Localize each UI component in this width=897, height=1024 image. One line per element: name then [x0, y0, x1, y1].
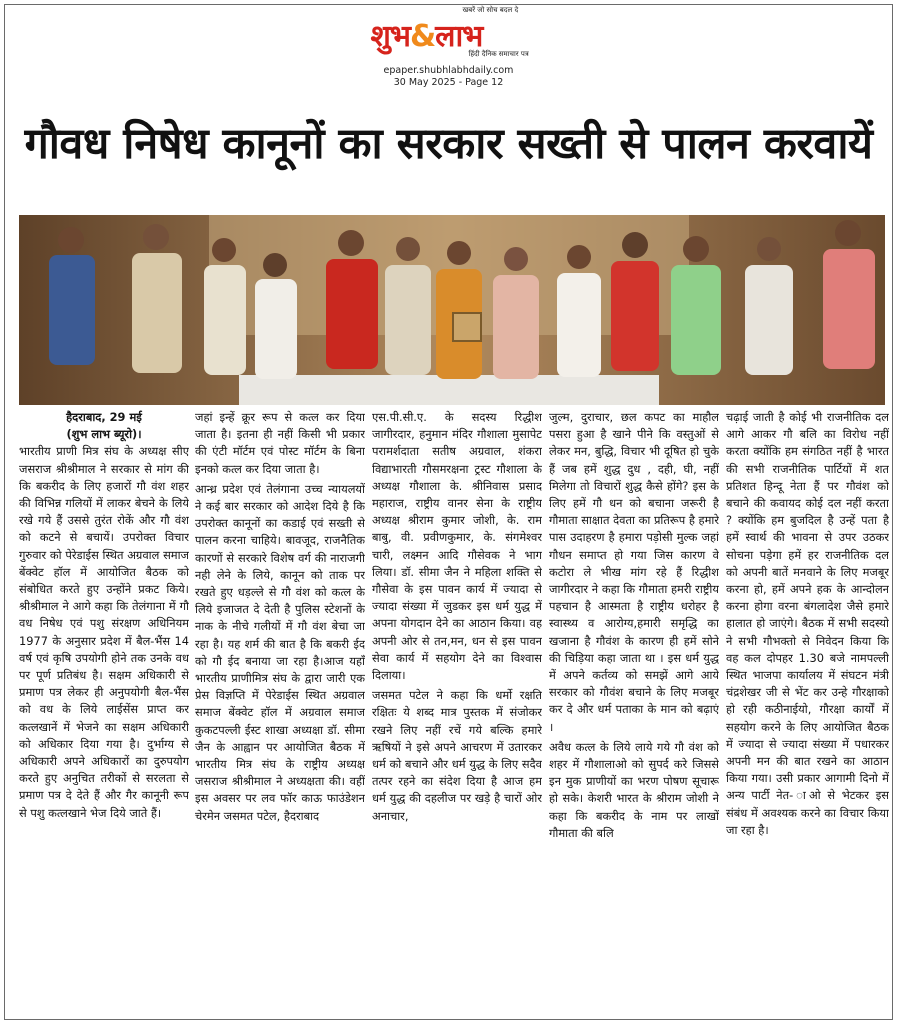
article-paragraph: जसमत पटेल ने कहा कि धर्मो रक्षति रक्षितः ये शब्द मात्र पुस्तक में संजोकर रखने लिए नहीं रचें गये बल्कि हमारे ऋषियों ने इसे अपने आचरण में उतारकर धर्म को बचाने और धर्म युद्ध के लिए सदैव तत्पर रहने का संदेश दिया है आज हम धर्म युद्ध की दहलीज पर खड़े है चारों ओर अनाचार, — [372, 688, 542, 823]
article-column-1 — [19, 409, 189, 1017]
newspaper-logo — [365, 6, 533, 60]
article-column-3 — [372, 409, 542, 1017]
dateline: हैदराबाद, 29 मई — [66, 410, 142, 424]
group-photo-illustration — [19, 215, 885, 405]
article-paragraph: चढ़ाई जाती है कोई भी राजनीतिक दल आगे आकर गौ बलि का विरोध नहीं करता क्योंकि हम संगठित नहीं है भारत की सभी राजनीतिक पार्टियों में शत प्रतिशत हिन्दू नेता हैं पर गौवंश को बचाने की कवायद कोई दल नहीं करता ? क्योंकि हम बुजदिल है उन्हें पता है हमें स्वार्थ की भावना से उपर उठकर सोचना पड़ेगा हमें हर राजनीतिक दल को अपनी बातें मनवाने के लिए मजबूर करना हो, हमें अपने हक के आन्दोलन करना होगा वरना बंगलादेश जैसे हमारे हालात हो जाएंगे। बैठक में सभी सदस्यो ने सभी गौभक्तो से निवेदन किया कि वह कल दोपहर 1.30 बजे नामपल्ली स्थित भाजपा कार्यालय में संघटन मंत्री चंद्रशेखर जी से भेंट कर उन्हे गौरक्षाको हो रही कठीनाईयो, गौरक्षा कार्यों में सहयोग करने के लिए आयोजित बैठक में ज्यादा से ज्यादा संख्या में पधारकर अपनी मन की बात रखने का आठान किया गया। उसी प्रकार आगामी दिनो में अन्य पार्टी नेत- ाओ से भेटकर इस संबंध में अवश्यक करने का विचार किया जा रहा है। — [726, 410, 889, 837]
epaper-url: epaper.shubhlabhdaily.com — [383, 65, 514, 76]
logo-tagline: खबरें जो सोच बदल दे — [462, 6, 519, 14]
article-column-2 — [195, 409, 365, 1017]
logo-subline: हिंदी दैनिक समाचार पत्र — [468, 50, 529, 58]
article-column-4 — [549, 409, 719, 1017]
edition-date-page: 30 May 2025 - Page 12 — [393, 77, 504, 88]
article-paragraph: अवैध कत्ल के लिये लाये गये गौ वंश को शहर में गौशालाओ को सुपर्द करे जिससे इन मुक प्राणीयों का भरण पोषण सूचारू हो सके। केशरी भारत के श्रीराम जोशी ने कहा कि बकरीद के नाम पर लाखों गौमाता की बलि — [549, 739, 719, 840]
logo-name — [371, 14, 483, 55]
article-paragraph: एस.पी.सी.ए. के सदस्य रिद्धीश जागीरदार, हनुमान मंदिर गौशाला मुसापेट परामर्शदाता सतीष अग्रवाल, शंकरा विद्याभारती गौसमरक्षना ट्रस्ट गौशाला के अध्यक्ष गौशाला के. श्रीनिवास प्रसाद महाराज, राष्ट्रीय वानर सेना के राष्ट्रीय अध्यक्ष श्रीराम कुमार जोशी, के. राम बाबु, वी. प्रवीणकुमार, के. संगमेश्वर चारी, लक्ष्मन आदि गौसेवक ने भाग लिया। डॉ. सीमा जैन ने महिला शक्ति से गौसेवा के इस पावन कार्य में ज्यादा से ज्यादा संख्या में जुडकर इस धर्म युद्ध में अपना योगदान देने का आठान किया। वह अपनी ओर से तन,मन, धन से इस पावन सेवा कार्य में सहयोग देने का विश्वास दिलाया। — [372, 410, 542, 683]
headline: गौवध निषेध कानूनों का सरकार सख्ती से पालन करवायें — [24, 119, 873, 169]
article-paragraph: भारतीय प्राणी मित्र संघ के अध्यक्ष सीए जसराज श्रीश्रीमाल ने सरकार से मांग की कि बकरीद के लिए हजारों गौ वंश शहर की विभिन्न गलियों में लाकर बेचने के लिये रखे गये हैं उससे तुरंत रोकें और गौ वंश को कटने से बचायें। उपरोक्त विचार गुरुवार को पेरेडाईस स्थित अग्रवाल समाज बेंक्वेट हॉल में आयोजित बैठक को संबोधित करते हुए उन्होंने प्रकट किये।श्रीश्रीमाल ने आगे कहा कि तेलंगाना में गौ वध निषेध एवं पशु संरक्षण अधिनियम 1977 के अनुसार प्रदेश में बैल-भैंस 14 वर्ष एवं कृषि उपयोगी होने तक उनके वध पर पूर्ण प्रतिबंध है। सक्षम अधिकारी से प्रमाण पत्र लेकर ही अनुपयोगी बैल-भैंस को वध के लिये लाईसेंस प्राप्त कर कत्लखानें में भेजने का सक्षम अधिकारी को अधिकार दिया गया है। दुर्भाग्य से अधिकारी अपने अधिकारों का दुरुपयोग करते हुए अनुचित तरीकों से सरलता से प्रमाण पत्र दे देते हैं और गैर कानूनी रूप से पशु कत्लखाने भेज दिये जाते हैं। — [19, 444, 189, 820]
group-photo — [19, 215, 885, 405]
article-paragraph: जहां इन्हें क्रूर रूप से कत्ल कर दिया जाता है। इतना ही नहीं किसी भी प्रकार की एंटी मॉर्टम एवं पोस्ट मॉर्टम के बिना इनको कत्ल कर दिया जाता है। — [195, 410, 365, 476]
article-column-5 — [726, 409, 889, 1017]
logo-ampersand: & — [410, 19, 436, 54]
logo-name-part1: शुभ — [370, 19, 410, 54]
article-paragraph: आन्ध्र प्रदेश एवं तेलंगाना उच्च न्यायलयों ने कई बार सरकार को आदेश दिये है कि उपरोक्त कानूनों का कडाई एवं सख्ती से पालन करना चाहिये। बावजूद, राजनैतिक कारणों से सरकारे विशेष वर्ग की नाराजगी नही लेने के लिये, कानून को ताक पर रखते हुए धड़ल्ले से गौ वंश को कत्ल के लिये इजाजत दे देती है पुलिस स्टेशनों के नाक के नीचे गलीयों में गौ वंश बेचा जा रहा है। यह शर्म की बात है कि बकरी ईद को गौ ईद बनाया जा रहा है।आज यहाँ भारतीय प्राणीमित्र संघ के द्वारा जारी एक प्रेस विज्ञप्ति में पेरेडाईस स्थित अग्रवाल समाज बेंक्वेट हॉल में अग्रवाल समाज कुकटपल्ली ईस्ट शाखा अध्यक्षा डॉ. सीमा जैन के आह्वान पर आयोजित बैठक में भारतीय मित्र संघ के राष्ट्रीय अध्यक्ष जसराज श्रीश्रीमाल ने अध्यक्षता की। वहीं इस अवसर पर लव फॉर काऊ फाउंडेशन चेरमेन जसमत पटेल, हैदराबाद — [195, 481, 365, 823]
bureau-credit: (शुभ लाभ ब्यूरो)। — [66, 427, 142, 442]
article-paragraph: जुल्म, दुराचार, छल कपट का माहौल पसरा हुआ है खाने पीने कि वस्तुओं से लेकर मन, बुद्धि, विचार भी दूषित हो चुके हैं जब हमें शुद्ध दुध , दही, घी, नहीं मिलेगा तो विचारों शुद्ध कैसे होंगे? इस के लिए हमें गौ धन को बचाना जरूरी है गौमाता साक्षात देवता का प्रतिरूप है हमारे पास उदाहरण है हमारा पड़ोसी मुल्क जहां गौधन समाप्त हो गया जिस कारण वे कटोरा ले भीख मांग रहे हैं रिद्धीश जागीरदार ने कहा कि गौमाता हमरी राष्ट्रीय पहचान है आस्मता है राष्ट्रीय धरोहर है स्वास्थ्य व आरोग्य,हमारी समृद्धि का खजाना है गौवंश के कारण ही हमें सोने की चिड़िया कहा जाता था । इस धर्म युद्ध में अपने कर्तव्य को समझें आगे आये सरकार को गौवंश बचाने के लिए मजबूर कर दे और धर्म पताका के मान को बढ़ाएं । — [549, 410, 719, 734]
logo-name-part2: लाभ — [435, 19, 483, 54]
masthead — [0, 6, 897, 64]
